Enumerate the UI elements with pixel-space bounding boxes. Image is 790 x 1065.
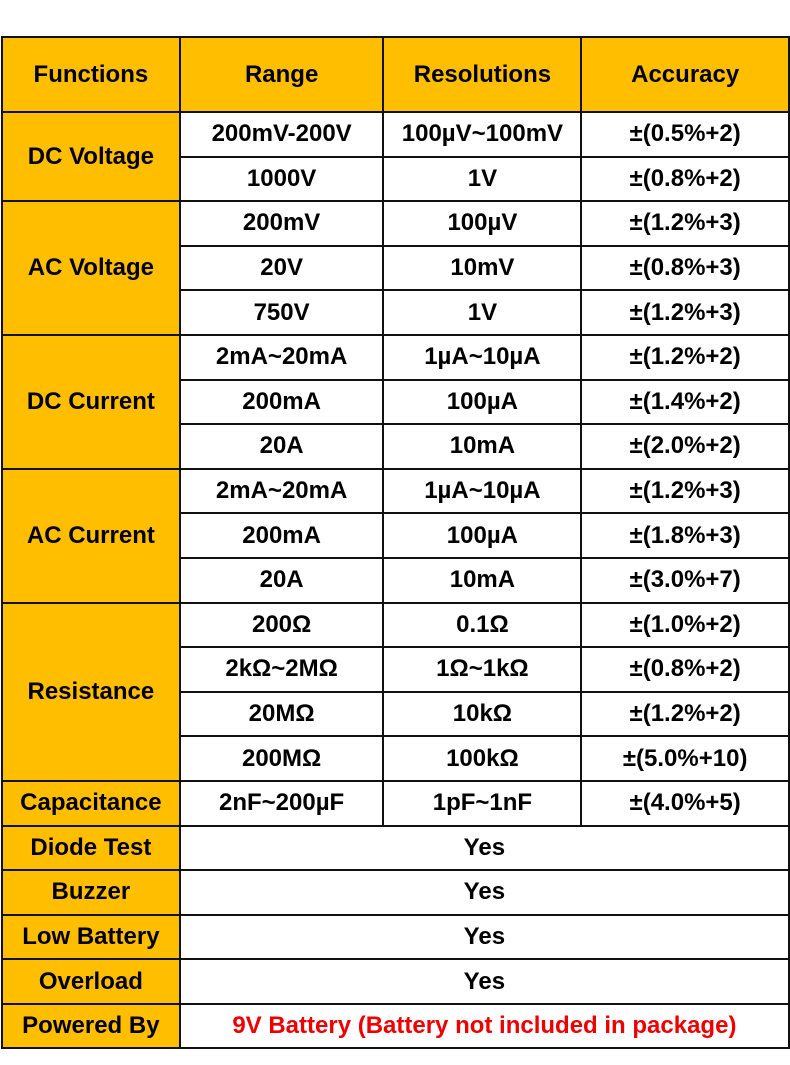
resolution-cell: 1pF~1nF bbox=[383, 781, 581, 826]
accuracy-cell: ±(2.0%+2) bbox=[581, 424, 789, 469]
header-functions: Functions bbox=[2, 37, 180, 112]
feature-value-cell: 9V Battery (Battery not included in package) bbox=[180, 1004, 789, 1049]
function-label: Diode Test bbox=[2, 826, 180, 871]
accuracy-cell: ±(3.0%+7) bbox=[581, 558, 789, 603]
feature-value-cell: Yes bbox=[180, 959, 789, 1004]
resolution-cell: 100µV bbox=[383, 201, 581, 246]
range-cell: 750V bbox=[180, 290, 384, 335]
range-cell: 20MΩ bbox=[180, 692, 384, 737]
function-label: AC Current bbox=[2, 469, 180, 603]
resolution-cell: 1µA~10µA bbox=[383, 335, 581, 380]
accuracy-cell: ±(0.8%+2) bbox=[581, 157, 789, 202]
table-row bbox=[2, 335, 789, 380]
accuracy-cell: ±(1.2%+2) bbox=[581, 335, 789, 380]
range-cell: 2nF~200µF bbox=[180, 781, 384, 826]
table-row bbox=[2, 826, 789, 871]
accuracy-cell: ±(0.8%+3) bbox=[581, 246, 789, 291]
range-cell: 200MΩ bbox=[180, 736, 384, 781]
accuracy-cell: ±(1.2%+3) bbox=[581, 201, 789, 246]
feature-value-cell: Yes bbox=[180, 915, 789, 960]
accuracy-cell: ±(1.0%+2) bbox=[581, 603, 789, 648]
function-label: DC Current bbox=[2, 335, 180, 469]
range-cell: 200mV bbox=[180, 201, 384, 246]
table-row bbox=[2, 915, 789, 960]
feature-value-cell: Yes bbox=[180, 870, 789, 915]
function-label: Capacitance bbox=[2, 781, 180, 826]
resolution-cell: 1Ω~1kΩ bbox=[383, 647, 581, 692]
accuracy-cell: ±(1.2%+3) bbox=[581, 290, 789, 335]
resolution-cell: 1µA~10µA bbox=[383, 469, 581, 514]
table-row bbox=[2, 870, 789, 915]
range-cell: 2mA~20mA bbox=[180, 335, 384, 380]
resolution-cell: 100µA bbox=[383, 513, 581, 558]
resolution-cell: 100µA bbox=[383, 380, 581, 425]
table-row bbox=[2, 781, 789, 826]
feature-value-cell: Yes bbox=[180, 826, 789, 871]
header-row bbox=[2, 37, 789, 112]
range-cell: 2mA~20mA bbox=[180, 469, 384, 514]
accuracy-cell: ±(1.2%+3) bbox=[581, 469, 789, 514]
header-accuracy: Accuracy bbox=[581, 37, 789, 112]
table-row bbox=[2, 201, 789, 246]
spec-table bbox=[1, 36, 790, 1049]
function-label: AC Voltage bbox=[2, 201, 180, 335]
table-row bbox=[2, 112, 789, 157]
resolution-cell: 1V bbox=[383, 290, 581, 335]
resolution-cell: 100µV~100mV bbox=[383, 112, 581, 157]
function-label: Low Battery bbox=[2, 915, 180, 960]
accuracy-cell: ±(4.0%+5) bbox=[581, 781, 789, 826]
resolution-cell: 10mA bbox=[383, 558, 581, 603]
accuracy-cell: ±(0.8%+2) bbox=[581, 647, 789, 692]
table-row bbox=[2, 959, 789, 1004]
table-row bbox=[2, 469, 789, 514]
header-resolutions: Resolutions bbox=[383, 37, 581, 112]
function-label: Resistance bbox=[2, 603, 180, 781]
resolution-cell: 10mA bbox=[383, 424, 581, 469]
function-label: Overload bbox=[2, 959, 180, 1004]
accuracy-cell: ±(0.5%+2) bbox=[581, 112, 789, 157]
table-row bbox=[2, 1004, 789, 1049]
table-row bbox=[2, 603, 789, 648]
accuracy-cell: ±(5.0%+10) bbox=[581, 736, 789, 781]
accuracy-cell: ±(1.4%+2) bbox=[581, 380, 789, 425]
resolution-cell: 0.1Ω bbox=[383, 603, 581, 648]
accuracy-cell: ±(1.2%+2) bbox=[581, 692, 789, 737]
function-label: Powered By bbox=[2, 1004, 180, 1049]
resolution-cell: 10mV bbox=[383, 246, 581, 291]
range-cell: 1000V bbox=[180, 157, 384, 202]
function-label: DC Voltage bbox=[2, 112, 180, 201]
range-cell: 20A bbox=[180, 558, 384, 603]
range-cell: 20A bbox=[180, 424, 384, 469]
range-cell: 200mA bbox=[180, 513, 384, 558]
range-cell: 200mV-200V bbox=[180, 112, 384, 157]
accuracy-cell: ±(1.8%+3) bbox=[581, 513, 789, 558]
resolution-cell: 1V bbox=[383, 157, 581, 202]
range-cell: 200mA bbox=[180, 380, 384, 425]
range-cell: 200Ω bbox=[180, 603, 384, 648]
range-cell: 20V bbox=[180, 246, 384, 291]
function-label: Buzzer bbox=[2, 870, 180, 915]
range-cell: 2kΩ~2MΩ bbox=[180, 647, 384, 692]
resolution-cell: 10kΩ bbox=[383, 692, 581, 737]
resolution-cell: 100kΩ bbox=[383, 736, 581, 781]
header-range: Range bbox=[180, 37, 384, 112]
